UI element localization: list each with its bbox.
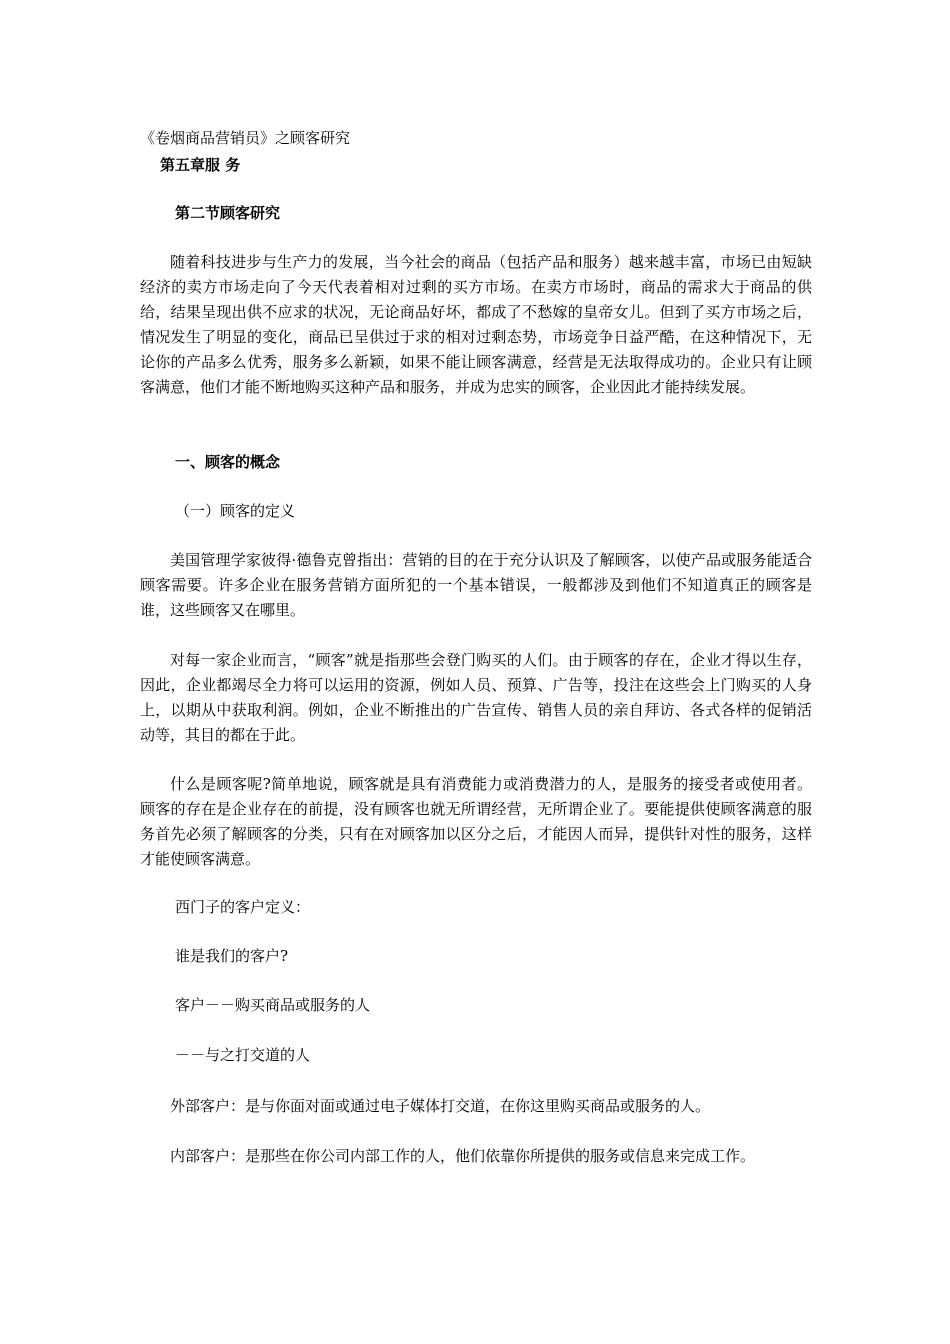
intro-paragraph: 随着科技进步与生产力的发展，当今社会的商品（包括产品和服务）越来越丰富，市场已由短缺经济的卖方市场走向了今天代表着相对过剩的买方市场。在卖方市场时，商品的需求大于商品的供给，结果呈现出供不应求的状况，无论商品好坏，都成了不愁嫁的皇帝女儿。但到了买方市场之后，情况发生了明显的变化，商品已呈供过于求的相对过剩态势，市场竞争日益严酷，在这种情况下，无论你的产品多么优秀，服务多么新颖，如果不能让顾客满意，经营是无法取得成功的。企业只有让顾客满意，他们才能不断地购买这种产品和服务，并成为忠实的顾客，企业因此才能持续发展。	[140, 253, 812, 396]
external-customer-paragraph: 外部客户：是与你面对面或通过电子媒体打交道，在你这里购买商品或服务的人。	[170, 1097, 711, 1115]
concept-heading: 一、顾客的概念	[175, 453, 281, 471]
siemens-definition-line-2: －－与之打交道的人	[175, 1046, 311, 1064]
customer-meaning-paragraph: 对每一家企业而言，“顾客”就是指那些会登门购买的人们。由于顾客的存在，企业才得以生存，因此，企业都竭尽全力将可以运用的资源，例如人员、预算、广告等，投注在这些会上门购买的人身上，以期从中获取利润。例如，企业不断推出的广告宣传、销售人员的亲自拜访、各式各样的促销活动等，其目的都在于此。	[140, 651, 812, 744]
what-is-customer-paragraph: 什么是顾客呢?简单地说，顾客就是具有消费能力或消费潜力的人，是服务的接受者或使用者。 顾客的存在是企业存在的前提，没有顾客也就无所谓经营，无所谓企业了。要能提供使顾客满意的服务首先必须了解顾客的分类，只有在对顾客加以区分之后，才能因人而异，提供针对性的服务，这样才能使顾客满意。	[140, 775, 812, 868]
internal-customer-paragraph: 内部客户：是那些在你公司内部工作的人，他们依靠你所提供的服务或信息来完成工作。	[170, 1147, 756, 1165]
siemens-question: 谁是我们的客户?	[175, 947, 289, 965]
section-heading: 第二节顾客研究	[175, 204, 281, 222]
siemens-definition-line-1: 客户－－购买商品或服务的人	[175, 996, 371, 1014]
definition-subheading: （一）顾客的定义	[175, 502, 296, 520]
document-title: 《卷烟商品营销员》之顾客研究	[140, 129, 351, 147]
siemens-definition-title: 西门子的客户定义：	[175, 898, 311, 916]
drucker-paragraph: 美国管理学家彼得·德鲁克曾指出：营销的目的在于充分认识及了解顾客，以使产品或服务能适合顾客需要。许多企业在服务营销方面所犯的一个基本错误，一般都涉及到他们不知道真正的顾客是谁，这些顾客又在哪里。	[140, 551, 812, 619]
chapter-heading: 第五章服 务	[160, 156, 241, 174]
